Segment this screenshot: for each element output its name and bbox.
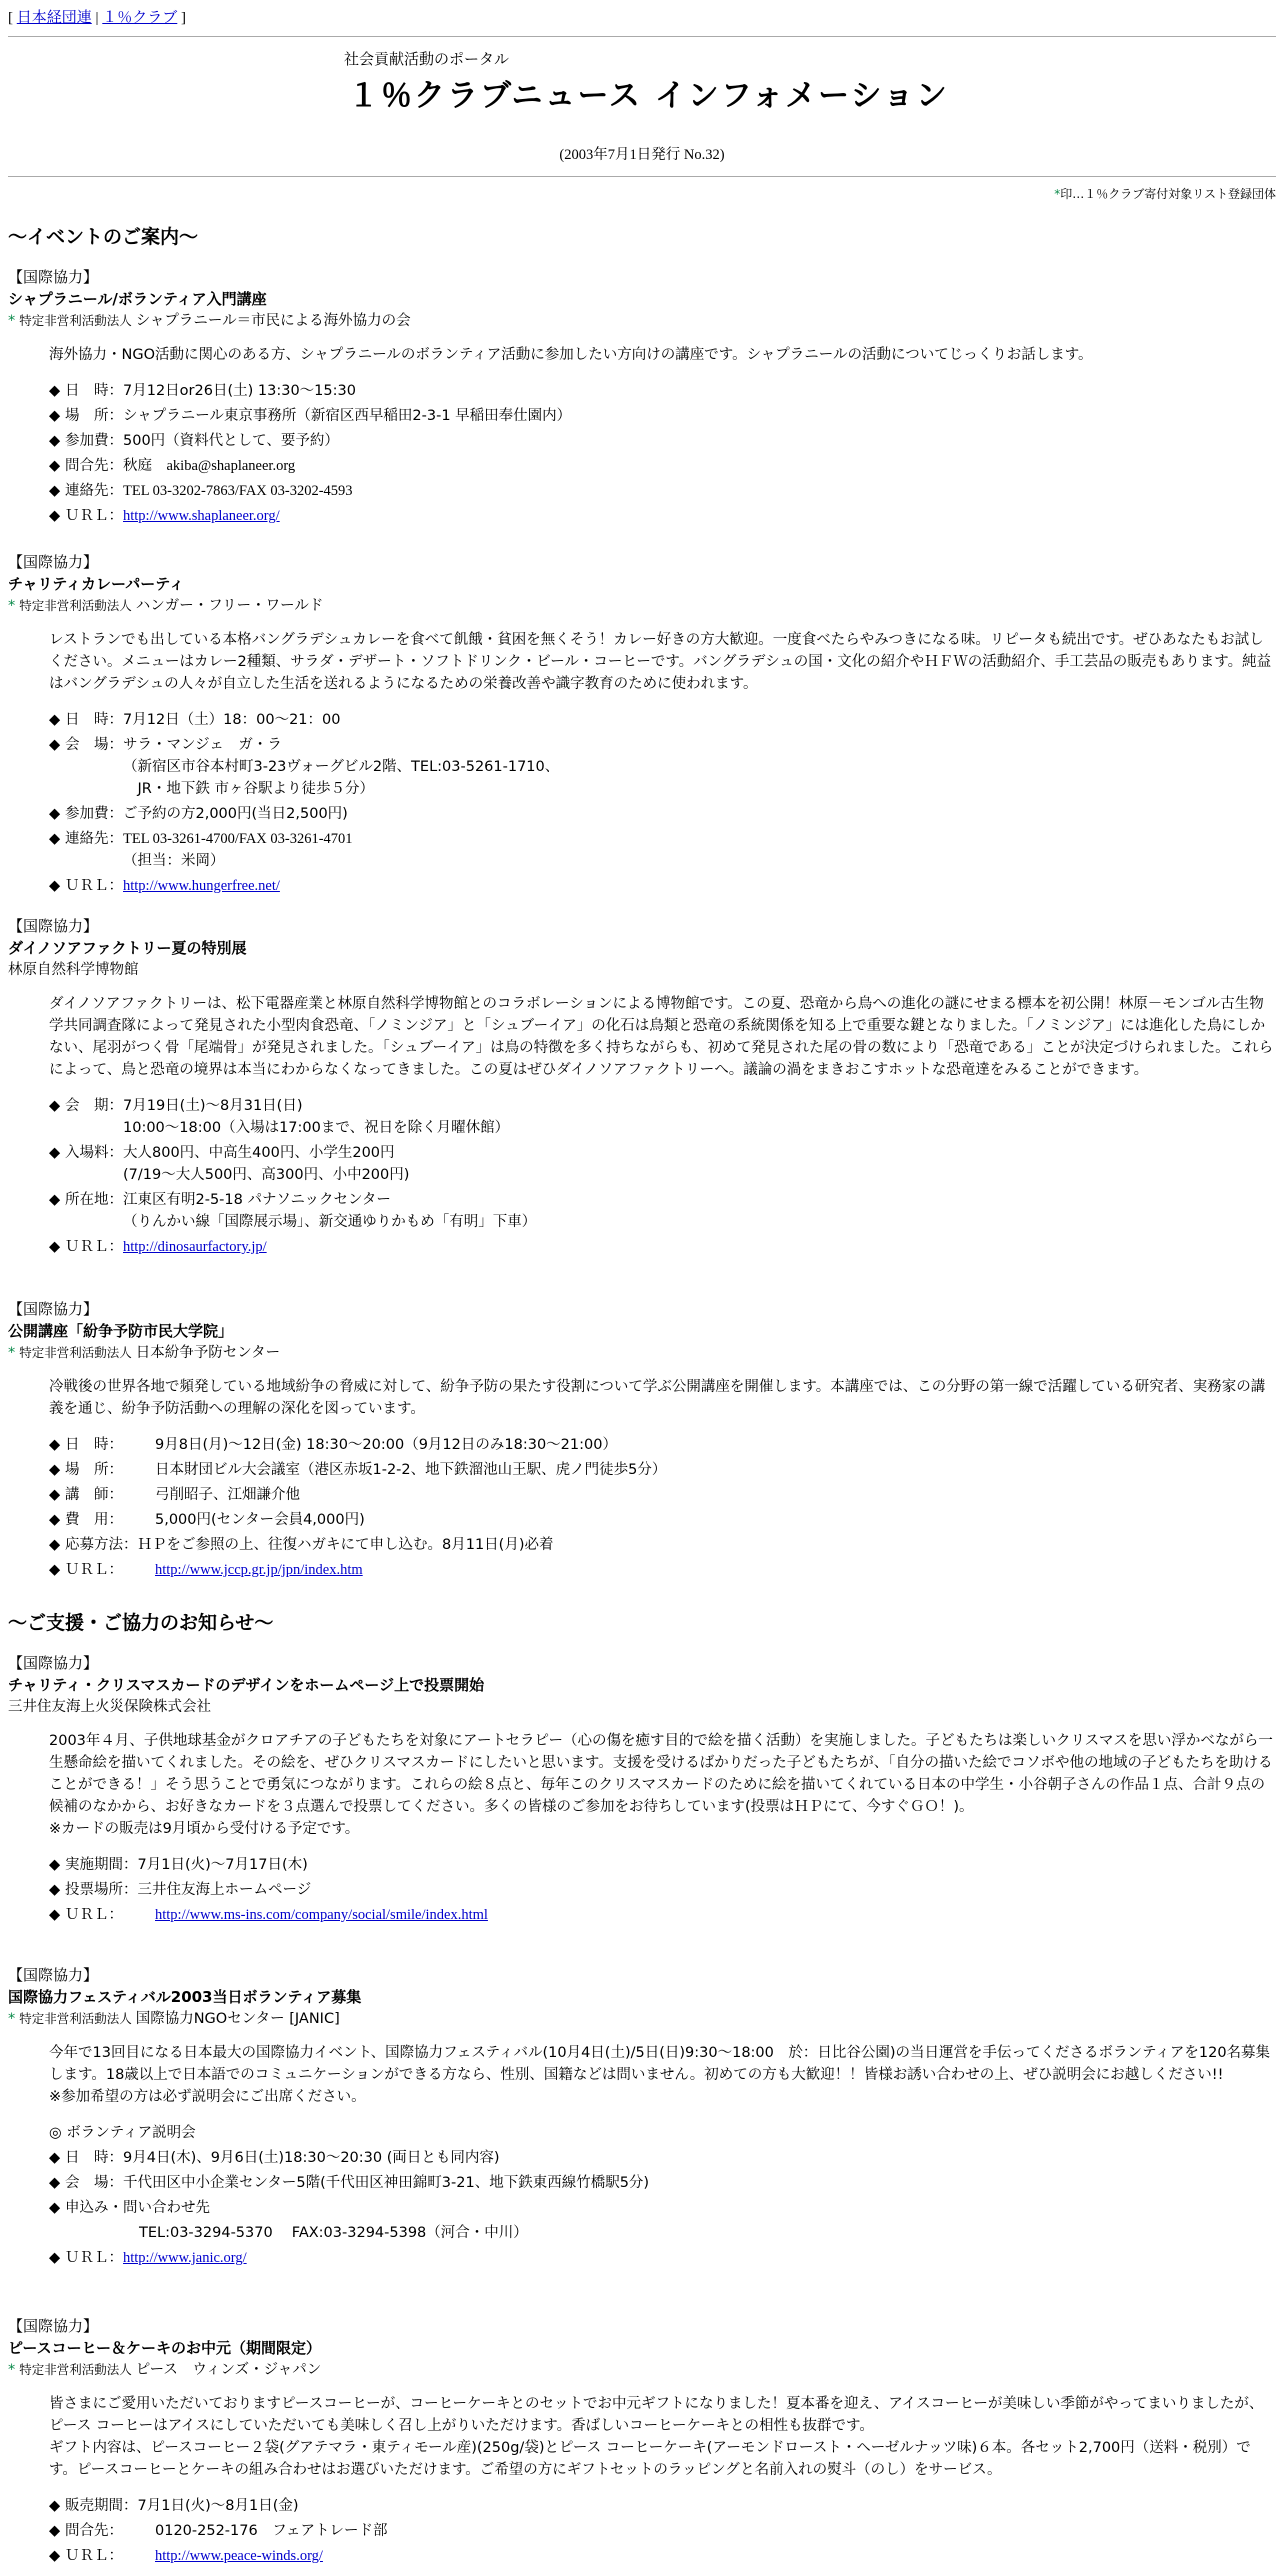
event-organizer: [8, 595, 1276, 617]
detail-value: [123, 1142, 409, 1186]
registered-asterisk: *: [8, 1345, 16, 1361]
detail-label: ＵＲＬ：: [65, 878, 123, 894]
detail-label: 日 時：: [65, 1437, 123, 1453]
description-paragraph: 2003年４月、子供地球基金がクロアチアの子どもたちを対象にアートセラピー（心の傷を癒す目的で絵を描く活動）を実施しました。子どもたちは楽しいクリスマスを思い浮かべながら一生懸命絵を描いてくれました。その絵を、ぜひクリスマスカードにしたいと思います。支援を受けるばかりだった子どもたちが、「自分の描いた絵でコソボや他の地域の子どもたちを助けることができる！」そう思うことで勇気につながります。これらの絵８点と、毎年このクリスマスカードのために絵を描いてくれている日本の中学生・小谷朝子さんの作品１点、合計９点の候補のなかから、お好きなカードを３点選んで投票してください。多くの皆様のご参加をお待ちしています(投票はＨＰにて、今すぐＧＯ！)。: [49, 1733, 1273, 1815]
detail-row: [49, 709, 1276, 731]
event-title: 公開講座「紛争予防市民大学院」: [8, 1322, 234, 1340]
diamond-bullet-icon: ◆: [49, 737, 61, 753]
diamond-bullet-icon: ◆: [49, 1145, 61, 1161]
description-note: ※カードの販売は9月頃から受付ける予定です。: [49, 1821, 360, 1837]
diamond-bullet-icon: ◆: [49, 2523, 61, 2539]
detail-row: [49, 875, 1276, 897]
detail-value-line: 7月19日(土)～8月31日(日): [123, 1098, 303, 1114]
detail-label: 参加費：: [65, 806, 123, 822]
detail-label: 会 場：: [65, 2175, 123, 2191]
event-details: [49, 709, 1276, 897]
header-divider: [8, 176, 1276, 177]
event-category: 【国際協力】: [8, 1300, 99, 1318]
org-type: 特定非営利活動法人: [15, 598, 136, 613]
detail-row: [49, 1142, 1276, 1186]
detail-label: 会 場：: [65, 737, 123, 753]
detail-label: 講 師：: [65, 1487, 123, 1503]
diamond-bullet-icon: ◆: [49, 831, 61, 847]
event-title: ダイノソアファクトリー夏の特別展: [8, 939, 247, 957]
support-url-link[interactable]: http://www.janic.org/: [123, 2250, 247, 2266]
support-details: [49, 1854, 1276, 1926]
detail-value-line: 10:00～18:00（入場は17:00まで、祝日を除く月曜休館）: [123, 1120, 510, 1136]
detail-value-line: 江東区有明2-5-18 パナソニックセンター: [123, 1192, 391, 1208]
contact-line: TEL:03-3294-5370 FAX:03-3294-5398（河合・中川）: [139, 2225, 528, 2241]
detail-label: ＵＲＬ：: [65, 1239, 123, 1255]
support-details: [49, 2122, 1276, 2269]
detail-value: 5,000円(センター会員4,000円): [155, 1512, 365, 1528]
event-title: チャリティカレーパーティ: [8, 575, 185, 593]
detail-row: [49, 2147, 1276, 2169]
detail-row: [49, 1095, 1276, 1139]
registered-asterisk: *: [8, 2362, 16, 2378]
support-url-link[interactable]: http://www.peace-winds.org/: [155, 2548, 323, 2564]
detail-value: 500円（資料代として、要予約）: [123, 433, 339, 449]
detail-value: [123, 828, 353, 872]
event-url-link[interactable]: http://dinosaurfactory.jp/: [123, 1239, 267, 1255]
support-organizer: [8, 2359, 1276, 2381]
detail-label: ＵＲＬ：: [65, 2250, 123, 2266]
detail-label: ＵＲＬ：: [65, 508, 123, 524]
support-description: [49, 2393, 1274, 2481]
org-name: 日本紛争予防センター: [135, 1345, 281, 1361]
detail-value-line: （担当：米岡）: [123, 853, 225, 869]
org-type: 特定非営利活動法人: [15, 1345, 136, 1360]
detail-row: [49, 505, 1276, 527]
support-peace-coffee: [8, 2315, 1276, 2570]
support-title: 国際協力フェスティバル2003当日ボランティア募集: [8, 1988, 362, 2006]
detail-value: シャプラニール東京事務所（新宿区西早稲田2-3-1 早稲田奉仕園内）: [123, 408, 572, 424]
detail-label: 日 時：: [65, 2150, 123, 2166]
diamond-bullet-icon: ◆: [49, 2200, 61, 2216]
diamond-bullet-icon: ◆: [49, 878, 61, 894]
support-organizer: [8, 1696, 1276, 1718]
detail-row: [49, 734, 1276, 800]
detail-row: [49, 1434, 1276, 1456]
detail-value: ご予約の方2,000円(当日2,500円): [123, 806, 348, 822]
diamond-bullet-icon: ◆: [49, 2150, 61, 2166]
detail-value: 9月8日(月)～12日(金) 18:30～20:00（9月12日のみ18:30～21:00）: [155, 1437, 617, 1453]
event-details: [49, 1434, 1276, 1581]
event-url-link[interactable]: http://www.hungerfree.net/: [123, 878, 280, 894]
event-organizer: [8, 1342, 1276, 1364]
page-title: １％クラブニュース インフォメーション: [348, 78, 949, 114]
detail-row: [49, 1236, 1276, 1258]
briefing-heading: ◎ ボランティア説明会: [49, 2125, 196, 2141]
diamond-bullet-icon: ◆: [49, 508, 61, 524]
support-description: [49, 2042, 1274, 2108]
diamond-bullet-icon: ◆: [49, 712, 61, 728]
diamond-bullet-icon: ◆: [49, 408, 61, 424]
detail-label: 連絡先：: [65, 831, 123, 847]
event-organizer: [8, 959, 1276, 981]
org-name: 国際協力NGOセンター [JANIC]: [135, 2011, 340, 2027]
org-type: 特定非営利活動法人: [15, 2011, 136, 2026]
detail-value-line: （りんかい線「国際展示場」、新交通ゆりかもめ「有明」下車）: [123, 1214, 537, 1230]
nav-link-1percent-club[interactable]: １％クラブ: [102, 10, 178, 26]
org-name: 林原自然科学博物館: [8, 962, 139, 978]
detail-row: [49, 380, 1276, 402]
event-url-link[interactable]: http://www.shaplaneer.org/: [123, 508, 280, 524]
support-category: 【国際協力】: [8, 1966, 99, 1984]
section-support-heading: ～ご支援・ご協力のお知らせ～: [8, 1612, 274, 1634]
detail-value: [123, 1189, 536, 1233]
detail-label: ＵＲＬ：: [65, 1562, 123, 1578]
detail-row: [49, 2172, 1276, 2194]
detail-row: [49, 2520, 1276, 2542]
detail-label: 応募方法：: [65, 1537, 138, 1553]
detail-label: ＵＲＬ：: [65, 1907, 123, 1923]
detail-row: [49, 1559, 1276, 1581]
detail-row: [49, 1484, 1276, 1506]
diamond-bullet-icon: ◆: [49, 2548, 61, 2564]
description-paragraph: 皆さまにご愛用いただいておりますピースコーヒーが、コーヒーケーキとのセットでお中元ギフトになりました！夏本番を迎え、アイスコーヒーが美味しい季節がやってまいりましたが、ピース コーヒーはアイスにしていただいても美味しく召し上がりいただけます。香ばしいコーヒーケーキとの相性も抜群です。: [49, 2396, 1264, 2434]
description-note: ※参加希望の方は必ず説明会にご出席ください。: [49, 2089, 366, 2105]
detail-label: 申込み・問い合わせ先: [65, 2200, 210, 2216]
registered-asterisk: *: [8, 2011, 16, 2027]
diamond-bullet-icon: ◆: [49, 2250, 61, 2266]
event-details: [49, 1095, 1276, 1258]
org-type: 特定非営利活動法人: [15, 313, 136, 328]
support-category: 【国際協力】: [8, 1654, 99, 1672]
event-organizer: [8, 310, 1276, 332]
detail-value: 7月1日(火)～8月1日(金): [137, 2498, 299, 2514]
top-divider: [8, 36, 1276, 37]
detail-label: 参加費：: [65, 433, 123, 449]
diamond-bullet-icon: ◆: [49, 1857, 61, 1873]
detail-label: 日 時：: [65, 712, 123, 728]
event-title: シャプラニール/ボランティア入門講座: [8, 290, 267, 308]
diamond-bullet-icon: ◆: [49, 1562, 61, 1578]
diamond-bullet-icon: ◆: [49, 383, 61, 399]
support-details: [49, 2495, 1276, 2567]
event-description: 海外協力・NGO活動に関心のある方、シャプラニールのボランティア活動に参加したい方向けの講座です。シャプラニールの活動についてじっくりお話します。: [49, 347, 1093, 363]
event-url-link[interactable]: http://www.jccp.gr.jp/jpn/index.htm: [155, 1562, 363, 1578]
detail-value: [123, 1095, 509, 1139]
nav-link-keidanren[interactable]: 日本経団連: [16, 10, 92, 26]
event-shaplaneer: [8, 266, 1276, 530]
detail-value: 7月1日(火)～7月17日(木): [137, 1857, 308, 1873]
detail-value-line: 大人800円、中高生400円、小学生200円: [123, 1145, 395, 1161]
detail-label: 入場料：: [65, 1145, 123, 1161]
detail-value-line: TEL 03-3261-4700/FAX 03-3261-4701: [123, 831, 353, 847]
detail-label: 費 用：: [65, 1512, 123, 1528]
detail-value: 9月4日(木)、9月6日(土)18:30～20:30 (両日とも同内容): [123, 2150, 500, 2166]
registration-note: [1054, 185, 1276, 202]
diamond-bullet-icon: ◆: [49, 483, 61, 499]
support-url-link[interactable]: http://www.ms-ins.com/company/social/smile/index.html: [155, 1907, 488, 1923]
support-title: ピースコーヒー＆ケーキのお中元（期間限定）: [8, 2339, 322, 2357]
detail-value: [123, 734, 559, 800]
support-title: チャリティ・クリスマスカードのデザインをホームページ上で投票開始: [8, 1676, 485, 1694]
support-janic-volunteers: [8, 1964, 1276, 2272]
org-name: 三井住友海上火災保険株式会社: [8, 1699, 211, 1715]
detail-label: 投票場所：: [65, 1882, 138, 1898]
asterisk-mark: *: [1054, 187, 1061, 201]
detail-row: [49, 1854, 1276, 1876]
support-organizer: [8, 2008, 1276, 2030]
detail-value-line: (7/19～大人500円、高300円、小中200円): [123, 1167, 410, 1183]
detail-row: [49, 1459, 1276, 1481]
detail-label: 所在地：: [65, 1192, 123, 1208]
detail-label: 連絡先：: [65, 483, 123, 499]
detail-row: [49, 1879, 1276, 1901]
top-nav: [8, 6, 186, 27]
detail-row: [49, 1904, 1276, 1926]
org-name: シャプラニール＝市民による海外協力の会: [135, 313, 411, 329]
diamond-bullet-icon: ◆: [49, 1487, 61, 1503]
diamond-bullet-icon: ◆: [49, 1098, 61, 1114]
event-dinosaur-factory: [8, 915, 1276, 1261]
diamond-bullet-icon: ◆: [49, 1512, 61, 1528]
event-category: 【国際協力】: [8, 268, 99, 286]
description-paragraph: 今年で13回目になる日本最大の国際協力イベント、国際協力フェスティバル(10月4日(土)/5日(日)9:30～18:00 於：日比谷公園)の当日運営を手伝ってくださるボランティアを120名募集します。18歳以上で日本語でのコミュニケーションができる方なら、性別、国籍などは問いません。初めての方も大歓迎！！皆様お誘い合わせの上、ぜひ説明会にお越しください!!: [49, 2045, 1271, 2083]
nav-separator: |: [91, 10, 103, 26]
diamond-bullet-icon: ◆: [49, 1462, 61, 1478]
detail-label: 場 所：: [65, 1462, 123, 1478]
detail-row: [49, 1509, 1276, 1531]
registered-asterisk: *: [8, 598, 16, 614]
nav-close-bracket: ]: [177, 10, 187, 26]
support-christmas-card: [8, 1652, 1276, 1929]
detail-value-line: サラ・マンジェ ガ・ラ: [123, 737, 282, 753]
event-conflict-prevention: [8, 1298, 1276, 1584]
diamond-bullet-icon: ◆: [49, 433, 61, 449]
event-description: ダイノソアファクトリーは、松下電器産業と林原自然科学博物館とのコラボレーションによる博物館です。この夏、恐竜から鳥への進化の謎にせまる標本を初公開！林原－モンゴル古生物学共同調査隊によって発見された小型肉食恐竜、「ノミンジア」と「シュブーイア」の化石は鳥類と恐竜の系統関係を知る上で重要な鍵となりました。「ノミンジア」には進化した鳥にしかない、尾羽がつく骨「尾端骨」が発見されました。「シュブーイア」は鳥の特徴を多く持ちながらも、初めて発見された尾の骨の数により「恐竜である」ことが決定づけられました。これらによって、鳥と恐竜の境界は本当にわからなくなってきました。この夏はぜひダイノソアファクトリーへ。議論の渦をまきおこすホットな恐竜達をみることができます。: [49, 996, 1274, 1078]
registered-asterisk: *: [8, 313, 16, 329]
detail-row: [49, 405, 1276, 427]
diamond-bullet-icon: ◆: [49, 1907, 61, 1923]
detail-row: [49, 480, 1276, 502]
detail-value-line: JR・地下鉄 市ヶ谷駅より徒歩５分）: [123, 781, 374, 797]
diamond-bullet-icon: ◆: [49, 1882, 61, 1898]
detail-label: 問合先：: [65, 2523, 123, 2539]
detail-value-line: （新宿区市谷本村町3-23ヴォーグビル2階、TEL:03-5261-1710、: [123, 759, 560, 775]
org-name: ハンガー・フリー・ワールド: [135, 598, 324, 614]
detail-value: TEL 03-3202-7863/FAX 03-3202-4593: [123, 483, 353, 499]
detail-label: 実施期間：: [65, 1857, 138, 1873]
diamond-bullet-icon: ◆: [49, 458, 61, 474]
detail-value: 7月12日or26日(土) 13:30～15:30: [123, 383, 356, 399]
registration-note-text: 印…１％クラブ寄付対象リスト登録団体: [1060, 187, 1276, 201]
diamond-bullet-icon: ◆: [49, 2175, 61, 2191]
detail-label: 場 所：: [65, 408, 123, 424]
support-description: [49, 1730, 1274, 1840]
description-paragraph: ギフト内容は、ピースコーヒー２袋(グアテマラ・東ティモール産)(250g/袋)とピース コーヒーケーキ(アーモンドロースト・ヘーゼルナッツ味)６本。各セット2,700円（送料・税別）です。ピースコーヒーとケーキの組み合わせはお選びいただけます。ご希望の方にギフトセットのラッピングと名前入れの熨斗（のし）をサービス。: [49, 2440, 1251, 2478]
detail-row: [49, 430, 1276, 452]
org-type: 特定非営利活動法人: [15, 2362, 136, 2377]
detail-row: [49, 828, 1276, 872]
diamond-bullet-icon: ◆: [49, 806, 61, 822]
diamond-bullet-icon: ◆: [49, 1239, 61, 1255]
nav-open-bracket: [: [8, 10, 17, 26]
detail-row: [49, 455, 1276, 477]
diamond-bullet-icon: ◆: [49, 1437, 61, 1453]
event-description: レストランでも出している本格バングラデシュカレーを食べて飢餓・貧困を無くそう！カレー好きの方大歓迎。一度食べたらやみつきになる味。リピータも続出です。ぜひあなたもお試しください。メニューはカレー2種類、サラダ・デザート・ソフトドリンク・ビール・コーヒーです。バングラデシュの国・文化の紹介やＨＦＷの活動紹介、手工芸品の販売もあります。純益はバングラデシュの人々が自立した生活を送れるようになるための栄養改善や識字教育のために使われます。: [49, 632, 1272, 692]
detail-row: [49, 2247, 1276, 2269]
detail-row: [49, 2197, 1276, 2219]
section-events-heading: ～イベントのご案内～: [8, 226, 199, 248]
support-category: 【国際協力】: [8, 2317, 99, 2335]
detail-label: 販売期間：: [65, 2498, 138, 2514]
event-hunger-free-world: [8, 551, 1276, 900]
org-name: ピース ウィンズ・ジャパン: [135, 2362, 322, 2378]
detail-row: [49, 2495, 1276, 2517]
diamond-bullet-icon: ◆: [49, 1537, 61, 1553]
detail-value: ＨＰをご参照の上、往復ハガキにて申し込む。8月11日(月)必着: [137, 1537, 554, 1553]
event-description: 冷戦後の世界各地で頻発している地域紛争の脅威に対して、紛争予防の果たす役割について学ぶ公開講座を開催します。本講座では、この分野の第一線で活躍している研究者、実務家の講義を通じ、紛争予防活動への理解の深化を図っています。: [49, 1379, 1266, 1417]
detail-label: 日 時：: [65, 383, 123, 399]
detail-value: 7月12日（土）18：00～21：00: [123, 712, 341, 728]
detail-row: [49, 1189, 1276, 1233]
diamond-bullet-icon: ◆: [49, 2498, 61, 2514]
detail-value: 0120-252-176 フェアトレード部: [155, 2523, 388, 2539]
detail-value: 日本財団ビル大会議室（港区赤坂1-2-2、地下鉄溜池山王駅、虎ノ門徒歩5分）: [155, 1462, 667, 1478]
portal-subtitle: 社会貢献活動のポータル: [344, 50, 510, 68]
detail-label: 会 期：: [65, 1098, 123, 1114]
detail-label: 問合先：: [65, 458, 123, 474]
event-details: [49, 380, 1276, 527]
issue-info: (2003年7月1日発行 No.32): [559, 147, 725, 163]
detail-value: 三井住友海上ホームページ: [137, 1882, 312, 1898]
detail-row: [49, 2545, 1276, 2567]
detail-value: 弓削昭子、江畑謙介他: [155, 1487, 300, 1503]
detail-value: 秋庭 akiba@shaplaneer.org: [123, 458, 296, 474]
detail-value: 千代田区中小企業センター5階(千代田区神田錦町3-21、地下鉄東西線竹橋駅5分): [123, 2175, 650, 2191]
detail-row: [49, 1534, 1276, 1556]
diamond-bullet-icon: ◆: [49, 1192, 61, 1208]
event-category: 【国際協力】: [8, 917, 99, 935]
detail-label: ＵＲＬ：: [65, 2548, 123, 2564]
detail-row: [49, 803, 1276, 825]
event-category: 【国際協力】: [8, 553, 99, 571]
